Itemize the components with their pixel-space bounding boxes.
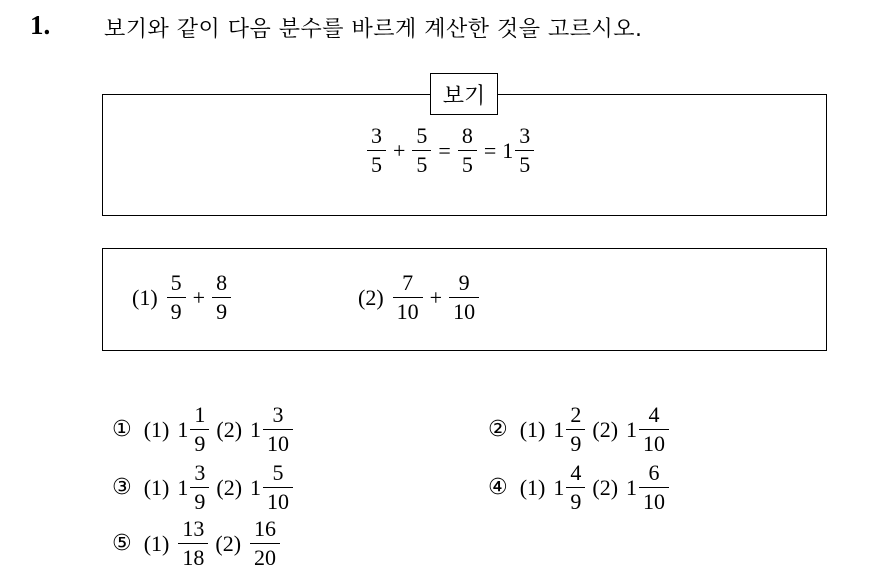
fraction: $\frac{5}{10}$ xyxy=(265,462,291,513)
choice-4[interactable] xyxy=(488,462,670,513)
choice-marker: ② xyxy=(488,417,508,442)
part-label: (2) xyxy=(592,416,619,442)
fraction: $\frac{16}{20}$ xyxy=(252,518,278,569)
fraction: $\frac{8}{5}$ xyxy=(460,125,475,176)
part-label: (2) xyxy=(592,474,619,500)
problem-2 xyxy=(358,272,480,323)
example-expression xyxy=(366,125,535,176)
mixed-whole: 1 xyxy=(502,137,514,163)
mixed-whole: 1 xyxy=(250,416,262,442)
mixed-whole: 1 xyxy=(553,416,565,442)
fraction: $\frac{2}{9}$ xyxy=(568,404,583,455)
problem-1 xyxy=(132,272,232,323)
question-number: 1. xyxy=(30,10,51,40)
choice-marker: ③ xyxy=(112,475,132,500)
part-label: (2) xyxy=(216,416,243,442)
plus-sign: + xyxy=(429,284,443,310)
choice-marker: ④ xyxy=(488,475,508,500)
question-text: 보기와 같이 다음 분수를 바르게 계산한 것을 고르시오. xyxy=(104,17,643,42)
fraction: $\frac{3}{10}$ xyxy=(265,404,291,455)
mixed-whole: 1 xyxy=(626,474,638,500)
choice-2[interactable] xyxy=(488,404,670,455)
fraction: $\frac{7}{10}$ xyxy=(395,272,421,323)
fraction: $\frac{5}{9}$ xyxy=(169,272,184,323)
choice-5[interactable] xyxy=(112,518,281,569)
part-label: (1) xyxy=(143,416,170,442)
fraction: $\frac{3}{5}$ xyxy=(517,125,532,176)
mixed-whole: 1 xyxy=(626,416,638,442)
fraction: $\frac{4}{9}$ xyxy=(568,462,583,513)
fraction: $\frac{6}{10}$ xyxy=(641,462,667,513)
choice-3[interactable] xyxy=(112,462,294,513)
mixed-whole: 1 xyxy=(177,416,189,442)
mixed-whole: 1 xyxy=(177,474,189,500)
equals-sign: = xyxy=(438,137,451,163)
plus-sign: + xyxy=(192,284,206,310)
part-label: (1) xyxy=(143,474,170,500)
mixed-whole: 1 xyxy=(553,474,565,500)
problem-label: (1) xyxy=(132,284,158,310)
problem-label: (2) xyxy=(358,284,384,310)
choice-marker: ⑤ xyxy=(112,531,132,556)
part-label: (1) xyxy=(143,530,170,556)
part-label: (1) xyxy=(519,474,546,500)
fraction: $\frac{8}{9}$ xyxy=(214,272,229,323)
equals-sign: = xyxy=(483,137,497,163)
mixed-whole: 1 xyxy=(250,474,262,500)
part-label: (2) xyxy=(215,530,242,556)
example-label: 보기 xyxy=(430,73,498,115)
part-label: (1) xyxy=(519,416,546,442)
fraction: $\frac{9}{10}$ xyxy=(451,272,477,323)
fraction: $\frac{3}{9}$ xyxy=(192,462,207,513)
fraction: $\frac{4}{10}$ xyxy=(641,404,667,455)
choice-marker: ① xyxy=(112,417,132,442)
fraction: $\frac{1}{9}$ xyxy=(192,404,207,455)
choice-1[interactable] xyxy=(112,404,294,455)
plus-sign: + xyxy=(393,137,406,163)
fraction: $\frac{13}{18}$ xyxy=(180,518,206,569)
fraction: $\frac{5}{5}$ xyxy=(414,125,429,176)
part-label: (2) xyxy=(216,474,243,500)
fraction: $\frac{3}{5}$ xyxy=(369,125,384,176)
